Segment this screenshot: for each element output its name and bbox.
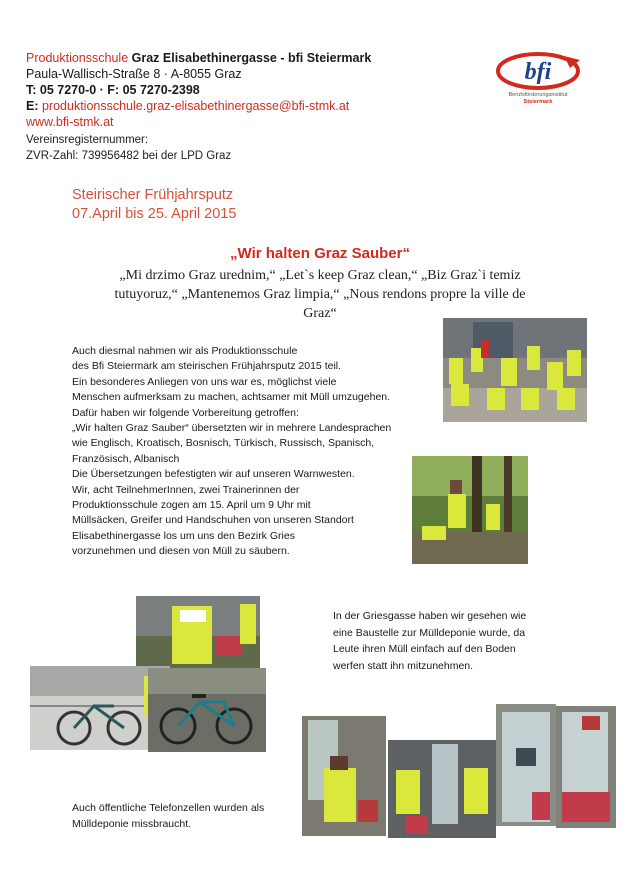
photo-phone-booth-2 [388,740,496,838]
letterhead [26,50,466,130]
event-title-line2: 07.April bis 25. April 2015 [72,206,237,222]
photo-group-vests [443,318,587,422]
bfi-logo [494,50,586,106]
photo-bicycle-right [148,668,266,752]
slogan: „Wir halten Graz Sauber“ [230,245,410,262]
event-title-line1: Steirischer Frühjahrsputz [72,187,234,203]
logo-text: bfi [524,59,552,85]
report-line: Müllsäcken, Greifer und Handschuhen von unseren Standort [72,514,354,527]
website-link[interactable]: www.bfi-stmk.at [26,115,114,129]
report-line: Elisabethinergasse los um uns den Bezirk Gries [72,529,295,542]
report-line: Die Übersetzungen befestigten wir auf unseren Warnwesten. [72,468,355,481]
bottom-line: Mülldeponie missbraucht. [72,818,192,830]
report-line: Menschen aufmerksam zu machen, achtsamer mit Müll umzugehen. [72,391,391,404]
slogan-translations [70,266,570,323]
event-title [72,186,236,224]
photo-park [412,456,528,564]
side-line: In der Griesgasse haben wir gesehen wie [333,610,527,622]
photo-phone-booth-4 [556,706,616,828]
report-line: wie Englisch, Kroatisch, Bosnisch, Türkisch, Russisch, Spanisch, [72,437,375,450]
email-label: E: [26,99,39,113]
report-line: des Bfi Steiermark am steirischen Frühjahrsputz 2015 teil. [72,360,342,373]
report-line: Ein besonderes Anliegen von uns war es, möglichst viele [72,375,337,388]
report-line: Auch diesmal nahmen wir als Produktionsschule [72,345,298,357]
email-link[interactable]: produktionsschule.graz-elisabethinergasse@bfi-stmk.at [41,99,350,113]
address: Paula-Wallisch-Straße 8 · A-8055 Graz [26,67,242,81]
report-line: „Wir halten Graz Sauber“ übersetzten wir in mehrere Landesprachen [72,422,392,435]
report-text [72,344,412,560]
photo-construction-site [136,596,260,670]
org-name-red: Produktionsschule [26,51,129,65]
construction-site-text [333,608,598,674]
translation-line: „Mi drzimo Graz urednim,“ „Let`s keep Graz clean,“ „Biz Graz`i temiz [119,268,521,283]
org-name-bold: Graz Elisabethinergasse - bfi Steiermark [131,51,372,65]
registry-label: Vereinsregisternummer: [26,134,149,146]
side-line: werfen statt ihn mitzunehmen. [333,659,474,672]
phone-fax: T: 05 7270-0 · F: 05 7270-2398 [26,83,200,97]
logo-subtitle-2: Steiermark [523,99,553,105]
report-line: Wir, acht TeilnehmerInnen, zwei Trainerinnen der [72,483,300,496]
side-line: Leute ihren Müll einfach auf den Boden [333,643,516,655]
report-line: vorzunehmen und diesen von Müll zu säubern. [72,545,290,558]
registry-info [26,132,231,164]
report-line: Dafür haben wir folgende Vorbereitung getroffen: [72,406,299,419]
logo-subtitle-1: Berufsförderungsinstitut [508,92,568,98]
translation-line: tutuyoruz,“ „Mantenemos Graz limpia,“ „Nous rendons propre la ville de [114,287,526,302]
photo-phone-booth-3 [496,704,556,826]
phone-booth-text [72,800,292,832]
registry-value: ZVR-Zahl: 739956482 bei der LPD Graz [26,150,232,162]
report-line: Produktionsschule zogen am 15. April um 9 Uhr mit [72,499,311,512]
bottom-line: Auch öffentliche Telefonzellen wurden als [72,802,265,814]
photo-phone-booth-1 [302,716,386,836]
report-line: Französisch, Albanisch [72,452,180,465]
side-line: eine Baustelle zur Mülldeponie wurde, da [333,626,526,639]
org-line [26,50,466,66]
translation-line: Graz“ [303,306,337,321]
